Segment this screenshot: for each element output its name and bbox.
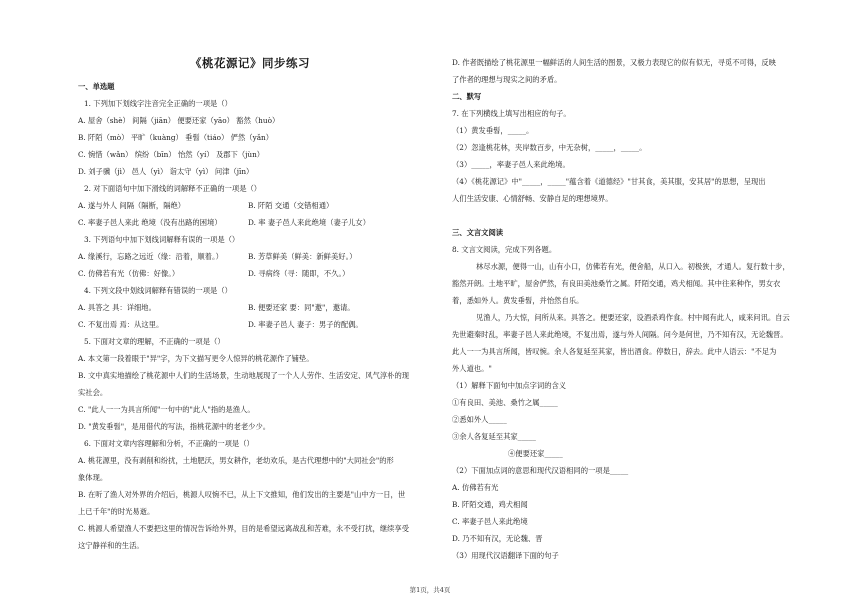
text-line: ①有良田、美池、桑竹之属_____ (452, 398, 558, 407)
text-line: 人们生活安康、心情舒畅、安静自足的理想境界。 (452, 194, 613, 203)
text-line: B. 阡陌 交通（交错相通） (248, 201, 334, 210)
text-line: （1）解释下面句中加点字词的含义 (452, 381, 567, 390)
text-line: A. 屋舍（shè） 间隔（jiān） 便要还家（yāo） 豁然（huò） (78, 116, 280, 125)
text-line: （3）_____，率妻子邑人来此绝境。 (452, 160, 570, 169)
text-line: 此人一一为具言所闻，皆叹惋。余人各复延至其家，皆出酒食。停数日，辞去。此中人语云："不足为 (452, 347, 777, 356)
text-line: C. 不复出焉 焉：从这里。 (78, 320, 164, 329)
text-line: 这宁静祥和的生活。 (78, 541, 144, 550)
text-line: （3）用现代汉语翻译下面的句子 (452, 551, 559, 560)
text-line: 先世避秦时乱，率妻子邑人来此绝境，不复出焉，遂与外人间隔。问今是何世，乃不知有汉，无论魏晋。 (452, 330, 788, 339)
text-line: D. 乃不知有汉，无论魏、晋 (452, 534, 543, 543)
text-line: 实社会。 (78, 388, 108, 397)
text-line: 上已千年"的时光易逝。 (78, 507, 155, 516)
text-line: C. 桃源人希望渔人不要把这里的情况告诉给外界，目的是希望远离战乱和苦难，永不受打扰，继续享受 (78, 524, 410, 533)
text-line: ③余人各复延至其家_____ (452, 432, 536, 441)
text-line: D. "黄发垂髫"，是用借代的写法，指桃花源中的老老少少。 (78, 422, 271, 431)
text-line: 了作者的理想与现实之间的矛盾。 (452, 75, 562, 84)
text-line: D. 刘子骥（jì） 邑人（yì） 诣太守（yì） 问津（jīn） (78, 167, 254, 176)
page-footer: 第1页，共4页 (409, 586, 451, 594)
section-heading: 一、单选题 (78, 82, 115, 91)
text-line: A. 桃花源里，没有剥削和纷扰，土地肥沃，男女耕作，老幼欢乐，是古代理想中的"大同社会"的形 (78, 456, 394, 465)
text-line: B. 芳草鲜美（鲜美：新鲜美好。） (248, 252, 357, 261)
text-line: （1）黄发垂髫，_____。 (452, 126, 534, 135)
text-line: A. 缘溪行，忘路之远近（缘：沿着，顺着。） (78, 252, 223, 261)
text-line: 4. 下列文段中划线词解释有错误的一项是（） (84, 286, 232, 295)
text-line: D. 作者既描绘了桃花源里一幅鲜活的人间生活的图景，又极力表现它的似有似无，寻觅不可得，反映 (452, 58, 776, 67)
text-line: B. 在听了渔人对外界的介绍后，桃源人叹惋不已，从上下文推知，他们发出的主要是"山中方一日，世 (78, 490, 406, 499)
text-line: （2）下面加点词的意思和现代汉语相同的一项是_____ (452, 466, 629, 475)
text-line: C. 率妻子邑人来此绝境 (452, 517, 528, 526)
text-line: 6. 下面对文章内容理解和分析，不正确的一项是（） (84, 439, 254, 448)
text-line: 7. 在下列横线上填写出相应的句子。 (452, 109, 571, 118)
text-line: 着，悉如外人。黄发垂髫，并怡然自乐。 (452, 296, 584, 305)
text-line: 1. 下列加下划线字注音完全正确的一项是（） (84, 99, 232, 108)
text-line: A. 遂与外人 间隔（隔断，隔绝） (78, 201, 186, 210)
text-line: B. 阡陌（mò） 平旷（kuàng） 垂髫（tiáo） 俨然（yǎn） (78, 133, 274, 142)
text-line: D. 率 妻子邑人来此绝境（妻子儿女） (248, 218, 371, 227)
text-line: 豁然开朗。土地平旷，屋舍俨然，有良田美池桑竹之属。阡陌交通，鸡犬相闻。其中往来种作，男女衣 (452, 279, 781, 288)
text-line: 外人道也。" (452, 364, 492, 373)
text-line: 5. 下面对文章的理解，不正确的一项是（） (84, 337, 225, 346)
text-line: 2. 对下面语句中加下滑线的词解释不正确的一项是（） (84, 184, 262, 193)
text-line: B. 阡陌交通，鸡犬相闻 (452, 500, 528, 509)
text-line: A. 具答之 具：详细地。 (78, 303, 156, 312)
text-line: （4）《桃花源记》中"_____，_____"蕴含着《道德经》"甘其食，美其服，安其居"的思想，呈现出 (452, 177, 766, 186)
text-line: B. 便要还家 要：同"邀"，邀请。 (248, 303, 355, 312)
text-line: A. 仿佛若有光 (452, 483, 499, 492)
text-line: C. 惋惜（wǎn） 缤纷（bīn） 怡然（yí） 及郡下（jùn） (78, 150, 265, 159)
text-line: ②悉如外人_____ (452, 415, 507, 424)
text-line: C. 率妻子邑人来此 绝境（没有出路的困境） (78, 218, 222, 227)
text-line: D. 率妻子邑人 妻子：男子的配偶。 (248, 320, 363, 329)
document-title: 《桃花源记》同步练习 (190, 56, 310, 70)
text-line: 8. 文言文阅读，完成下列各题。 (452, 245, 557, 254)
text-line: 林尽水源，便得一山，山有小口，仿佛若有光，便舍船，从口入。初极狭，才通人。复行数十步， (476, 262, 790, 271)
text-line: D. 寻病终（寻：随即，不久。） (248, 269, 350, 278)
text-line: 象体现。 (78, 473, 108, 482)
text-line: C. "此人一一为具言所闻"一句中的"此人"指的是渔人。 (78, 405, 255, 414)
text-line: C. 仿佛若有光（仿佛：好像。） (78, 269, 180, 278)
section-heading: 二、默写 (452, 92, 482, 101)
text-line: 3. 下列语句中加下划线词解释有误的一项是（） (84, 235, 240, 244)
text-line: B. 文中真实地描绘了桃花源中人们的生活场景，生动地展现了一个人人劳作、生活安定、风气淳朴的现 (78, 371, 410, 380)
section-heading: 三、文言文阅读 (452, 228, 504, 237)
text-line: （2）忽逢桃花林，夹岸数百步，中无杂树，_____，_____。 (452, 143, 647, 152)
text-line: 见渔人，乃大惊，问所从来。具答之。便要还家，设酒杀鸡作食。村中闻有此人，咸来问讯。自云 (476, 313, 790, 322)
text-line: A. 本文第一段着眼于"异"字，为下文描写更令人惊异的桃花源作了铺垫。 (78, 354, 314, 363)
text-line: ④便要还家_____ (508, 449, 563, 458)
